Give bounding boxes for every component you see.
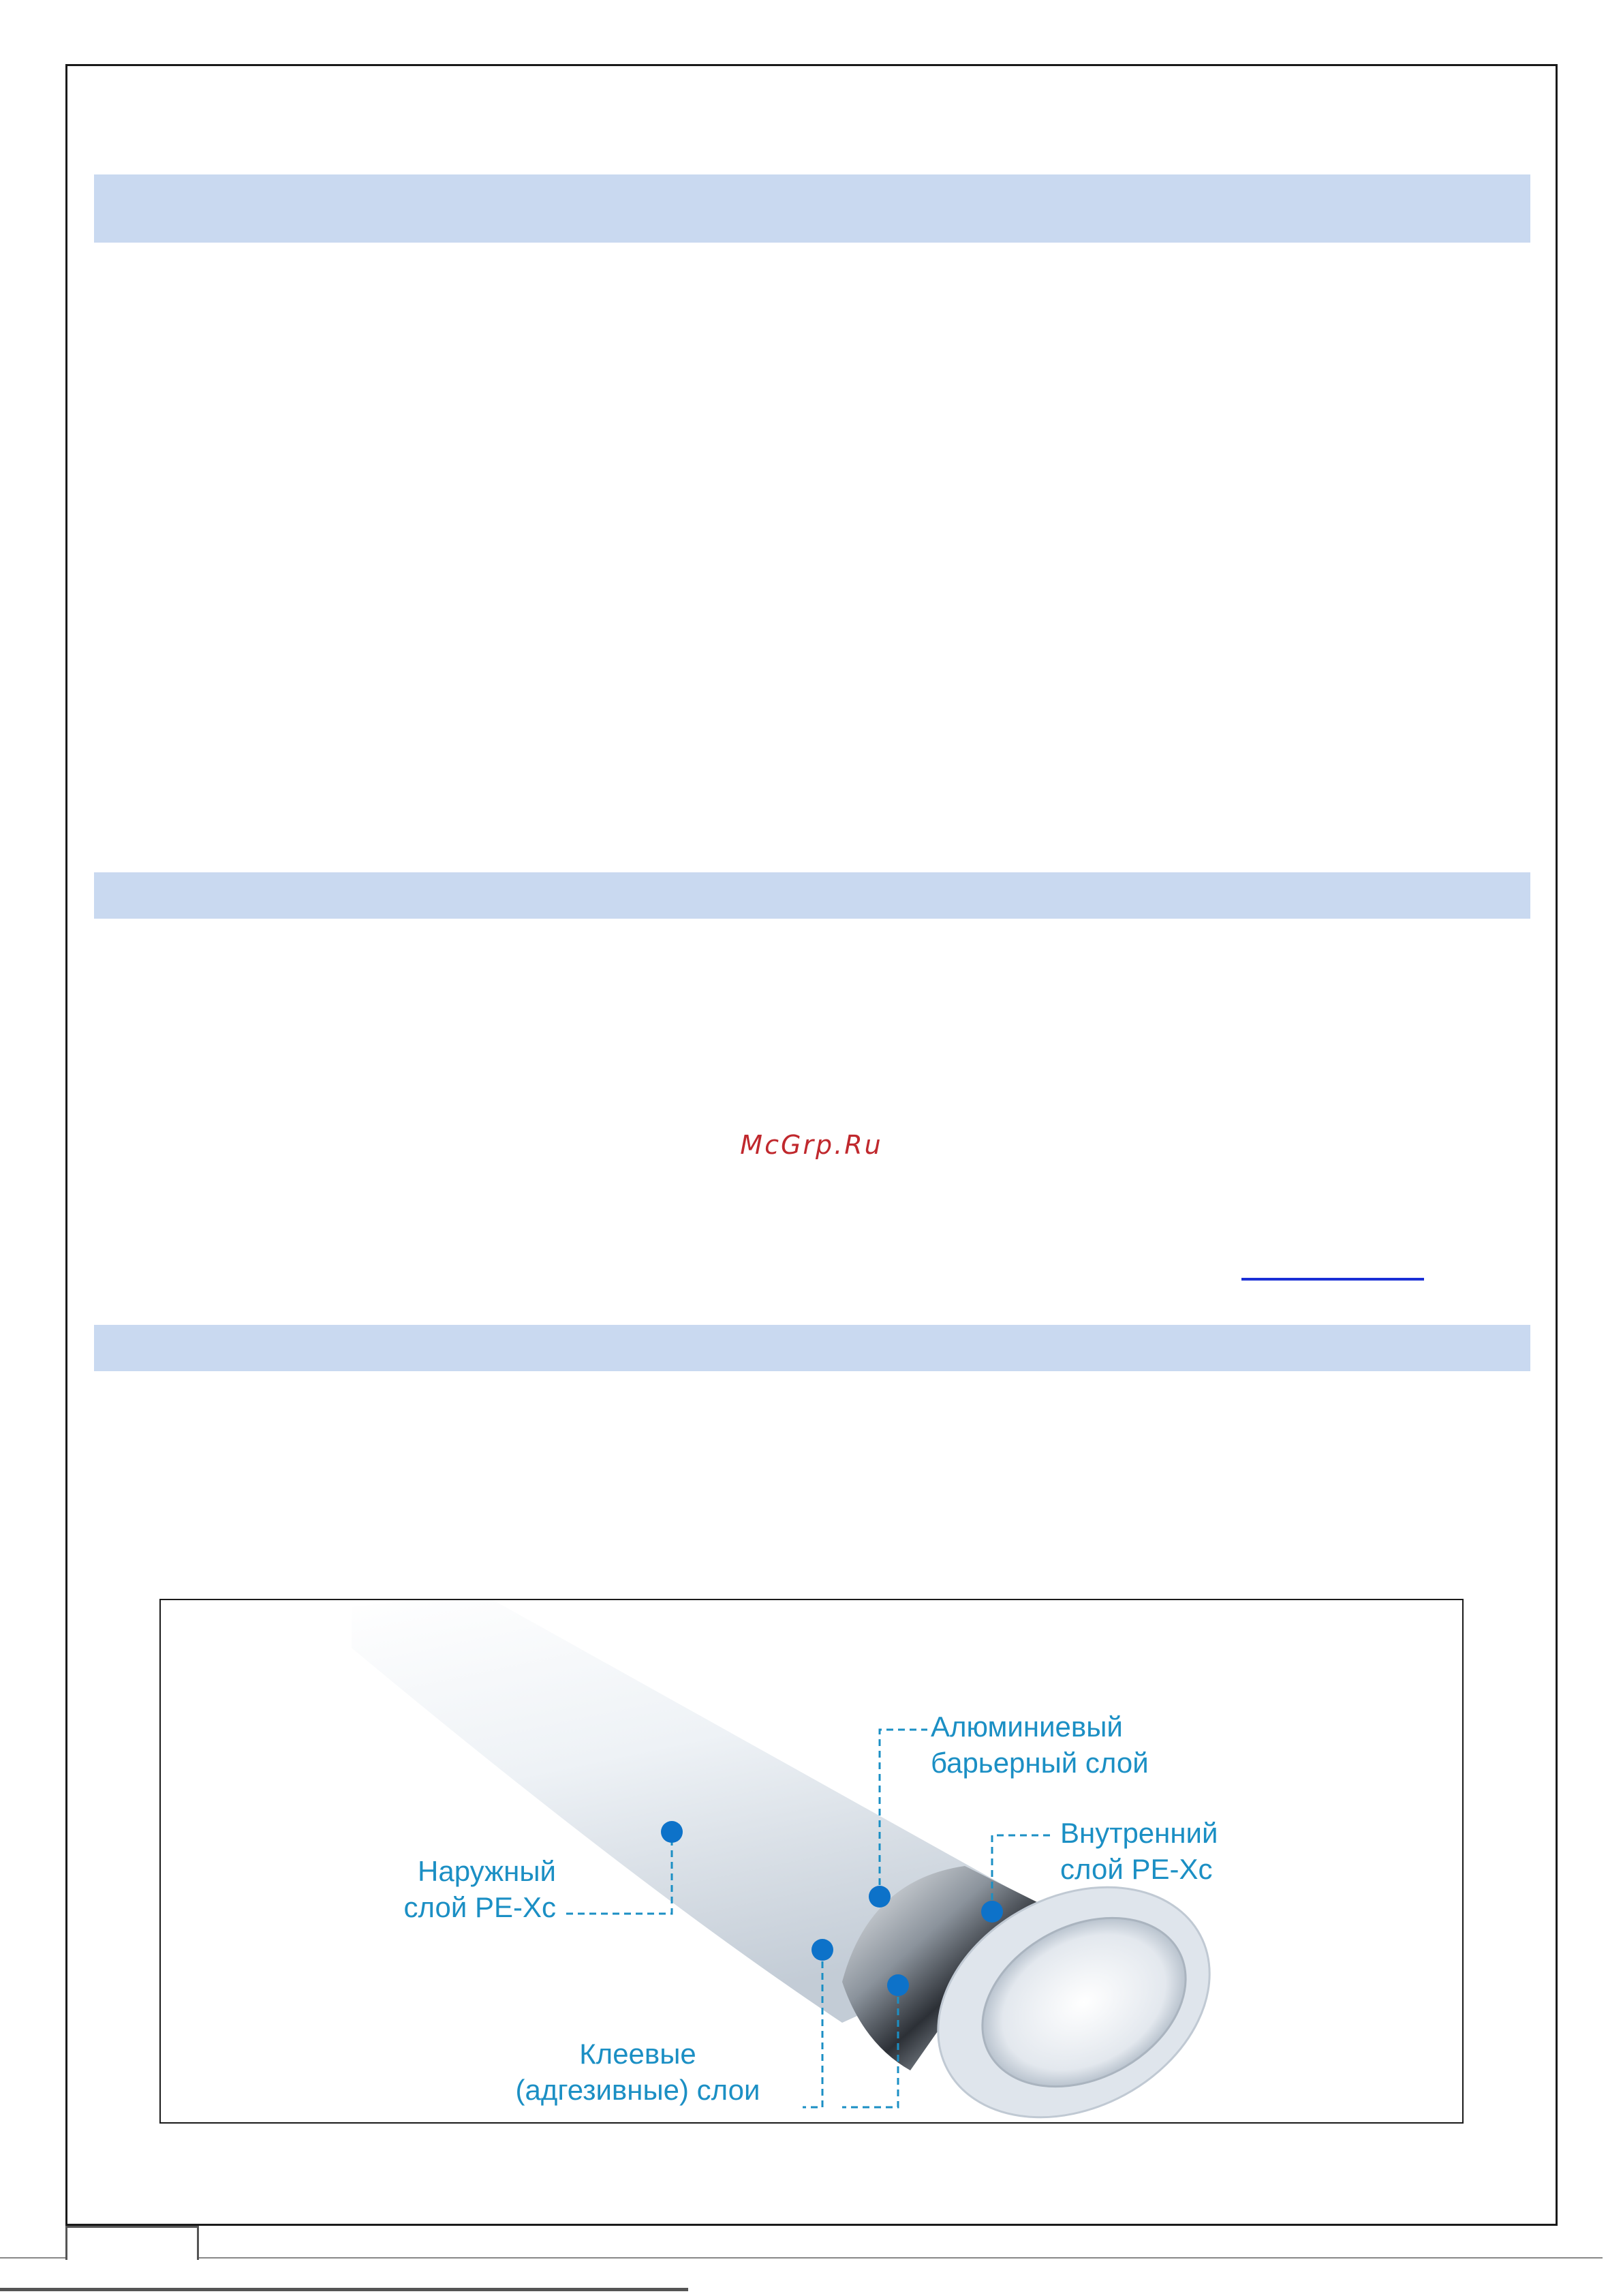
adhesive-layers-label bbox=[481, 2036, 794, 2108]
adhesive-layer-marker-2 bbox=[887, 1974, 909, 1996]
section-header-band-1 bbox=[94, 174, 1530, 243]
section-header-band-2 bbox=[94, 872, 1530, 919]
page-number-tab bbox=[65, 2226, 199, 2260]
footer-rule bbox=[199, 2257, 1603, 2259]
outer-label-line-2: слой PE-Xc bbox=[403, 1891, 556, 1923]
adhesive-label-line-1: Клеевые bbox=[579, 2038, 696, 2070]
hyperlink-underline[interactable] bbox=[1241, 1278, 1424, 1281]
aluminum-label-line-1: Алюминиевый bbox=[931, 1711, 1123, 1743]
outer-layer-marker bbox=[661, 1821, 683, 1843]
aluminum-label-line-2: барьерный слой bbox=[931, 1746, 1149, 1779]
inner-label-line-1: Внутренний bbox=[1060, 1817, 1218, 1849]
pipe-layers-figure bbox=[159, 1599, 1464, 2124]
adhesive-label-line-2: (адгезивные) слои bbox=[515, 2073, 760, 2106]
watermark: McGrp.Ru bbox=[740, 1130, 883, 1160]
aluminum-layer-label bbox=[931, 1709, 1149, 1781]
footer-bottom-rule bbox=[0, 2288, 688, 2291]
inner-layer-marker bbox=[981, 1901, 1003, 1923]
footer-rule-left bbox=[0, 2257, 65, 2259]
inner-layer-label bbox=[1060, 1816, 1218, 1887]
aluminum-layer-marker bbox=[869, 1886, 891, 1908]
outer-layer-label bbox=[324, 1854, 556, 1925]
inner-label-line-2: слой PE-Xc bbox=[1060, 1852, 1213, 1885]
section-header-band-3 bbox=[94, 1325, 1530, 1371]
outer-label-line-1: Наружный bbox=[418, 1855, 556, 1887]
adhesive-layer-marker-1 bbox=[812, 1939, 833, 1961]
